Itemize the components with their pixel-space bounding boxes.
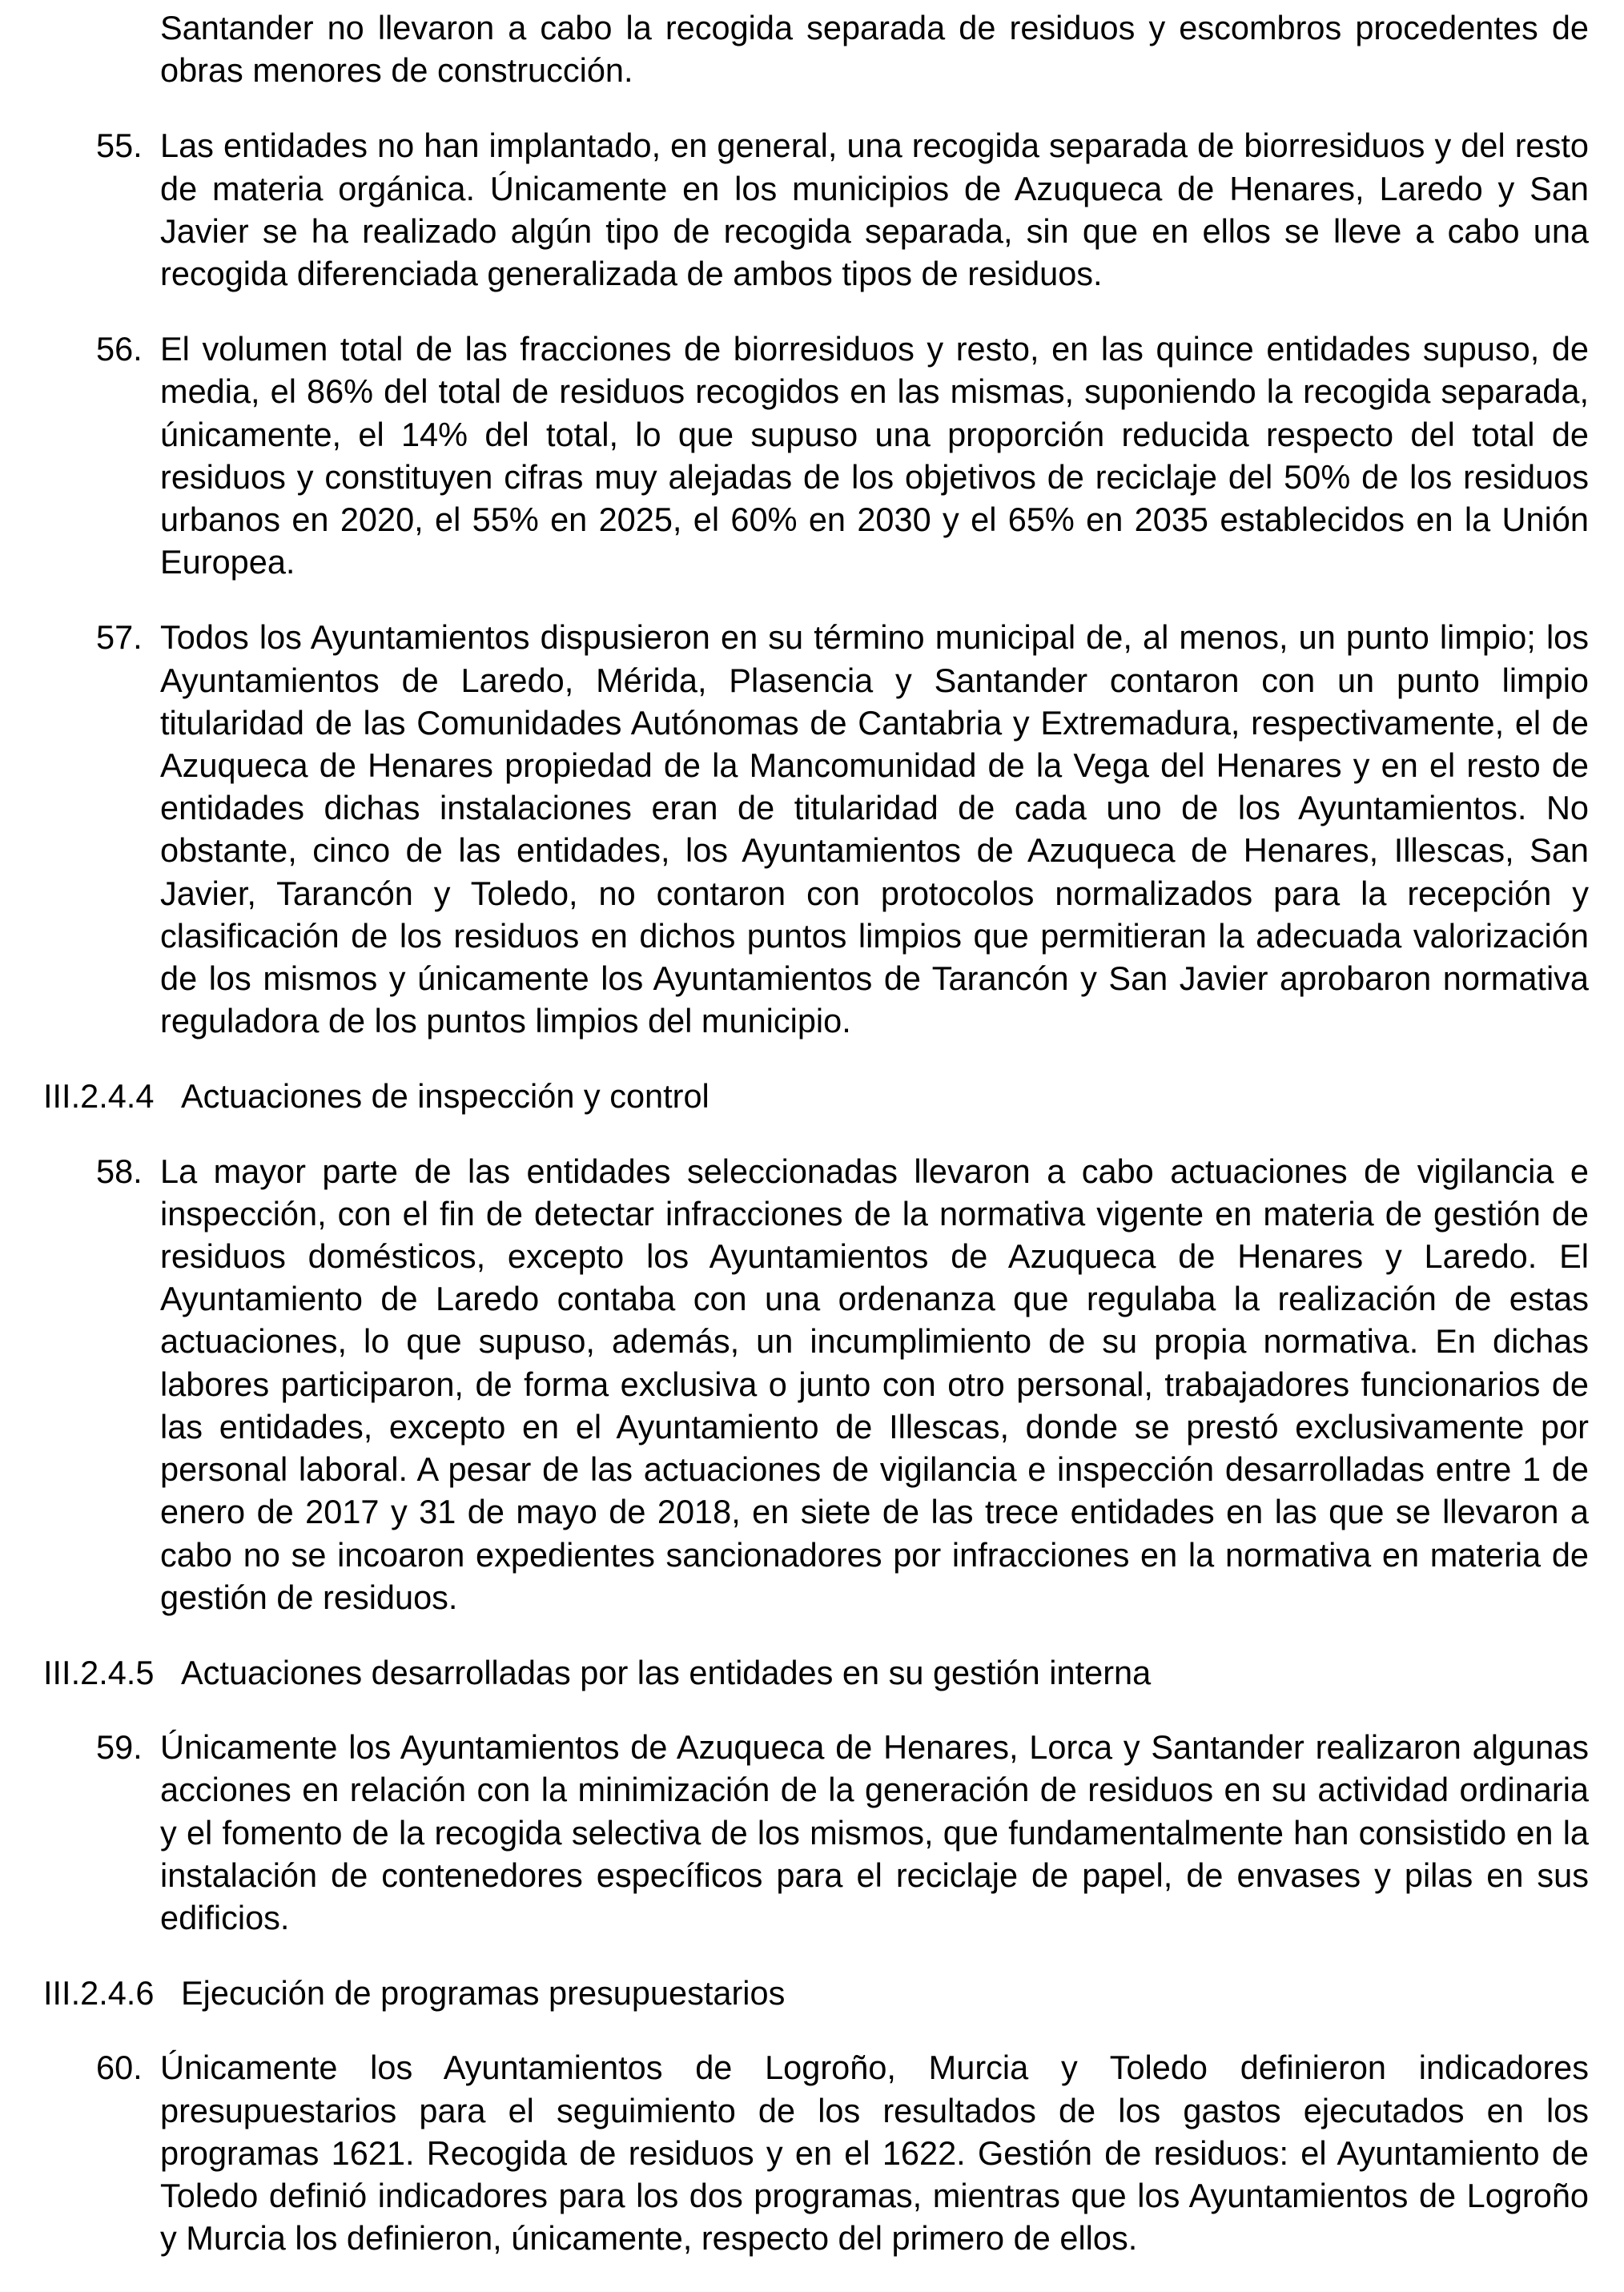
paragraph-text: Las entidades no han implantado, en general, una recogida separada de biorresiduos y del resto de materia orgánica. Únicamente en los municipios de Azuqueca de Henares, Laredo y San Javier se ha realizado algún tipo de recogida separada, sin que en ellos se lleve a cabo una recogida diferenciada generalizada de ambos tipos de residuos. bbox=[160, 127, 1589, 293]
section-heading-inspeccion bbox=[43, 1075, 1589, 1117]
numbered-paragraph-55 bbox=[43, 124, 1589, 295]
numbered-paragraph-60 bbox=[43, 2046, 1589, 2259]
section-heading-gestion-interna bbox=[43, 1651, 1589, 1694]
section-title: Actuaciones de inspección y control bbox=[181, 1077, 709, 1116]
section-title: Actuaciones desarrolladas por las entidades en su gestión interna bbox=[181, 1653, 1152, 1691]
numbered-paragraph-57 bbox=[43, 616, 1589, 1042]
section-number: III.2.4.6 bbox=[43, 1974, 155, 2013]
numbered-paragraph-56 bbox=[43, 328, 1589, 583]
numbered-paragraph-58 bbox=[43, 1150, 1589, 1618]
paragraph-number: 56. bbox=[96, 330, 143, 368]
paragraph-text: Únicamente los Ayuntamientos de Logroño, Murcia y Toledo definieron indicadores presupuestarios para el seguimiento de los resultados de los gastos ejecutados en los programas 1621. Recogida de residuos y en el 1622. Gestión de residuos: el Ayuntamiento de Toledo definió indicadores para los dos programas, mientras que los Ayuntamientos de Logroño y Murcia los definieron, únicamente, respecto del primero de ellos. bbox=[160, 2049, 1589, 2258]
section-title: Ejecución de programas presupuestarios bbox=[181, 1974, 786, 2013]
paragraph-text: La mayor parte de las entidades seleccionadas llevaron a cabo actuaciones de vigilancia e inspección, con el fin de detectar infracciones de la normativa vigente en materia de gestión de residuos domésticos, excepto los Ayuntamientos de Azuqueca de Henares y Laredo. El Ayuntamiento de Laredo contaba con una ordenanza que regulaba la realización de estas actuaciones, lo que supuso, además, un incumplimiento de su propia normativa. En dichas labores participaron, de forma exclusiva o junto con otro personal, trabajadores funcionarios de las entidades, excepto en el Ayuntamiento de Illescas, donde se prestó exclusivamente por personal laboral. A pesar de las actuaciones de vigilancia e inspección desarrolladas entre 1 de enero de 2017 y 31 de mayo de 2018, en siete de las trece entidades en las que se llevaron a cabo no se incoaron expedientes sancionadores por infracciones en la normativa en materia de gestión de residuos. bbox=[160, 1152, 1589, 1616]
paragraph-number: 58. bbox=[96, 1152, 143, 1190]
section-heading-programas bbox=[43, 1972, 1589, 2014]
paragraph-text: Únicamente los Ayuntamientos de Azuqueca de Henares, Lorca y Santander realizaron algunas acciones en relación con la minimización de la generación de residuos en su actividad ordinaria y el fomento de la recogida selectiva de los mismos, que fundamentalmente han consistido en la instalación de contenedores específicos para el reciclaje de papel, de envases y pilas en sus edificios. bbox=[160, 1728, 1589, 1936]
paragraph-number: 60. bbox=[96, 2049, 143, 2087]
intro-paragraph: Santander no llevaron a cabo la recogida separada de residuos y escombros procedentes de obras menores de construcción. bbox=[160, 9, 1589, 90]
section-number: III.2.4.5 bbox=[43, 1653, 155, 1691]
paragraph-text: Todos los Ayuntamientos dispusieron en su término municipal de, al menos, un punto limpio; los Ayuntamientos de Laredo, Mérida, Plasencia y Santander contaron con un punto limpio titularidad de las Comunidades Autónomas de Cantabria y Extremadura, respectivamente, el de Azuqueca de Henares propiedad de la Mancomunidad de la Vega del Henares y en el resto de entidades dichas instalaciones eran de titularidad de cada uno de los Ayuntamientos. No obstante, cinco de las entidades, los Ayuntamientos de Azuqueca de Henares, Illescas, San Javier, Tarancón y Toledo, no contaron con protocolos normalizados para la recepción y clasificación de los residuos en dichos puntos limpios que permitieran la adecuada valorización de los mismos y únicamente los Ayuntamientos de Tarancón y San Javier aprobaron normativa reguladora de los puntos limpios del municipio. bbox=[160, 618, 1589, 1040]
section-number: III.2.4.4 bbox=[43, 1077, 155, 1116]
paragraph-number: 59. bbox=[96, 1728, 143, 1767]
numbered-paragraph-59 bbox=[43, 1726, 1589, 1939]
paragraph-text: El volumen total de las fracciones de biorresiduos y resto, en las quince entidades supuso, de media, el 86% del total de residuos recogidos en las mismas, suponiendo la recogida separada, únicamente, el 14% del total, lo que supuso una proporción reducida respecto del total de residuos y constituyen cifras muy alejadas de los objetivos de reciclaje del 50% de los residuos urbanos en 2020, el 55% en 2025, el 60% en 2030 y el 65% en 2035 establecidos en la Unión Europea. bbox=[160, 330, 1589, 581]
paragraph-number: 57. bbox=[96, 618, 143, 657]
paragraph-number: 55. bbox=[96, 127, 143, 165]
document-page bbox=[43, 6, 1589, 2292]
